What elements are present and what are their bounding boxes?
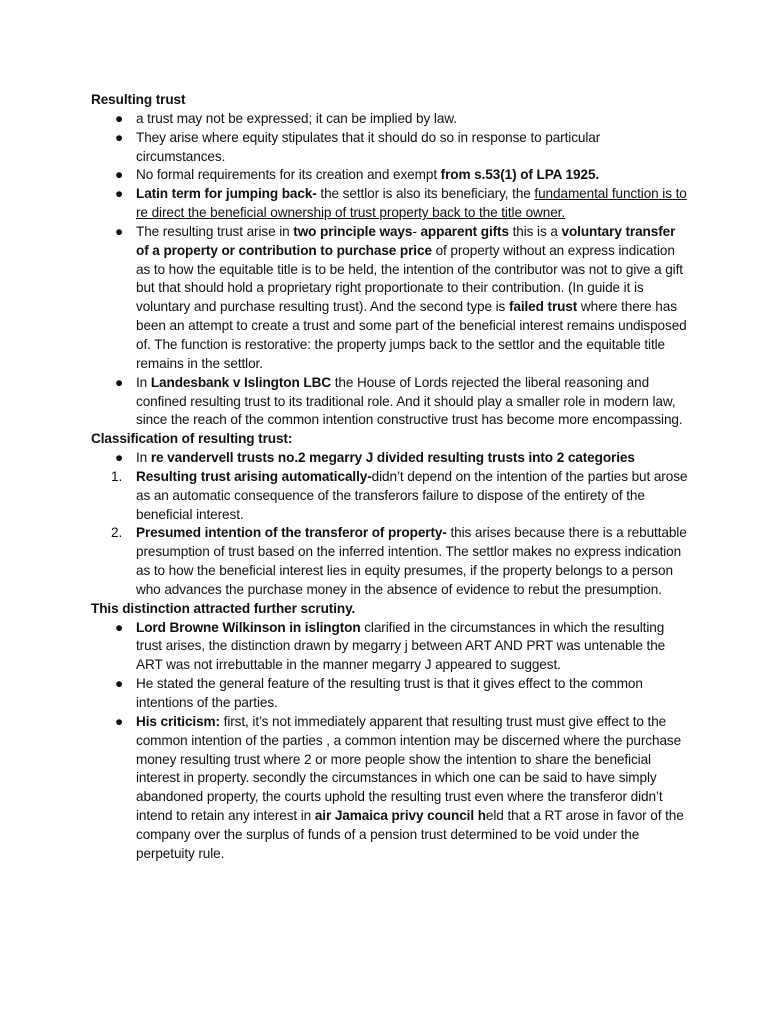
numbered-list-categories (91, 468, 691, 600)
heading-classification: Classification of resulting trust: (91, 431, 293, 447)
bullet-marker: ● (115, 223, 124, 239)
bullet-marker: ● (115, 129, 124, 145)
list-item: ● No formal requirements for its creation and exempt from s.53(1) of LPA 1925. (91, 166, 691, 185)
heading-distinction: This distinction attracted further scrutiny. (91, 600, 356, 616)
list-item: ● They arise where equity stipulates that it should do so in response to particular circumstances. (115, 129, 601, 164)
list-item: ● Latin term for jumping back- the settlor is also its beneficiary, the fundamental function is to re direct the beneficial ownership of trust property back to the title owner. (115, 186, 687, 221)
bullet-marker: ● (115, 186, 124, 202)
bullet-list-resulting-trust (91, 110, 691, 430)
bullet-list-classification (91, 449, 691, 468)
bullet-marker: ● (115, 713, 124, 729)
list-item: ● In Landesbank v Islington LBC the House of Lords rejected the liberal reasoning and confined resulting trust to its traditional role. And it should play a smaller role in modern law, since the reach of the common intention constructive trust has become more encompassing. (115, 374, 683, 428)
list-item: ● In re vandervell trusts no.2 megarry J divided resulting trusts into 2 categories (91, 449, 691, 468)
number-marker: 2. (111, 525, 123, 541)
list-item: ● a trust may not be expressed; it can be implied by law. (91, 110, 691, 129)
list-item: 1. Resulting trust arising automatically-didn’t depend on the intention of the parties but arose as an automatic consequence of the transferors failure to dispose of the entirety of the beneficial interest. (111, 468, 688, 522)
bullet-marker: ● (115, 450, 124, 466)
list-item: ● Lord Browne Wilkinson in islington clarified in the circumstances in which the resulting trust arises, the distinction drawn by megarry j between ART AND PRT was untenable the ART was not irrebuttable in the manner megarry J appeared to suggest. (115, 619, 666, 673)
heading-resulting-trust: Resulting trust (91, 92, 186, 107)
list-item: ● The resulting trust arise in two principle ways- apparent gifts this is a voluntary transfer of a property or contribution to purchase price of property without an express indication as to how the equitable title is to be held, the intention of the contributor was not to give a gift but that should hold a proprietary right proportionate to their contribution. (In guide it is voluntary and purchase resulting trust). And the second type is failed trust where there has been an attempt to create a trust and some part of the beneficial interest remains undisposed of. The function is restorative: the property jumps back to the settlor and the equitable title remains in the settlor. (115, 223, 687, 371)
bullet-list-distinction (91, 619, 691, 864)
document-body (91, 91, 691, 864)
bullet-marker: ● (115, 110, 124, 126)
bullet-marker: ● (115, 167, 124, 183)
list-item: 2. Presumed intention of the transferor of property- this arises because there is a rebuttable presumption of trust based on the inferred intention. The settlor makes no express indication as to how the beneficial interest lies in equity presumes, if the property belongs to a person who advances the purchase money in the absence of evidence to rebut the presumption. (111, 525, 687, 597)
bullet-marker: ● (115, 374, 124, 390)
list-item: ● He stated the general feature of the resulting trust is that it gives effect to the common intentions of the parties. (115, 676, 643, 710)
number-marker: 1. (111, 468, 123, 484)
list-item: ● His criticism: first, it’s not immediately apparent that resulting trust must give effect to the common intention of the parties , a common intention may be discerned where the purchase money resulting trust where 2 or more people show the intention to share the beneficial interest in property. secondly the circumstances in which one can be said to have simply abandoned property, the courts uphold the resulting trust even where the transferor didn’t intend to retain any interest in air Jamaica privy council held that a RT arose in favor of the company over the surplus of funds of a pension trust determined to be void under the perpetuity rule. (115, 713, 684, 861)
bullet-marker: ● (115, 619, 124, 635)
bullet-marker: ● (115, 676, 124, 692)
